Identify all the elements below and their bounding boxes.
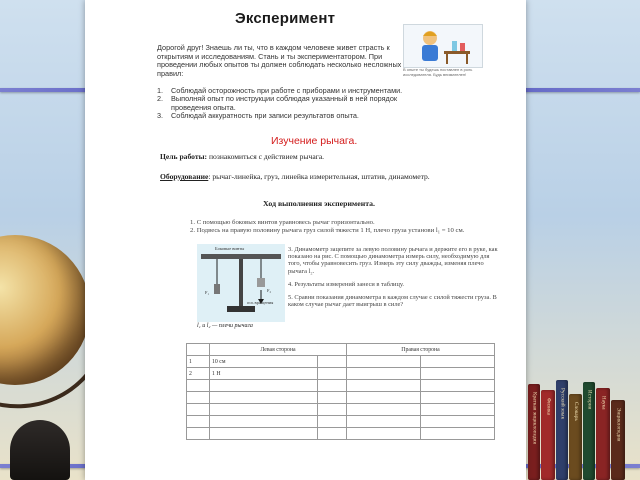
table-header (187, 344, 210, 356)
table-header-row (187, 344, 495, 356)
table-cell (317, 392, 346, 404)
list-item (157, 95, 427, 112)
book (541, 390, 555, 480)
subject-title: Изучение рычага. (271, 135, 358, 147)
table-cell (187, 380, 210, 392)
table-cell (317, 404, 346, 416)
book-spine-text: Словарь (573, 402, 578, 422)
goal-text: познакомиться с действием рычага. (208, 152, 325, 161)
label-axis: ось вращения (247, 300, 274, 305)
book (596, 388, 610, 480)
table-cell (347, 404, 421, 416)
table-row (187, 356, 495, 368)
table-cell (420, 392, 494, 404)
table-row (187, 416, 495, 428)
list-number: 2. (157, 94, 164, 104)
section-title: Ход выполнения эксперимента. (263, 199, 375, 208)
steps-right-column (288, 246, 498, 314)
equipment-text: : рычаг-линейка, груз, линейка измерительная, штатив, динамометр. (208, 172, 430, 181)
equipment-label: Оборудование (160, 172, 209, 181)
table-cell (317, 416, 346, 428)
step-item: 1. С помощью боковых винтов уравновесь рычаг горизонтально. (190, 219, 375, 226)
table-cell (210, 416, 318, 428)
table-cell (210, 380, 318, 392)
table-row (187, 404, 495, 416)
book-spine-text: Русский язык (559, 388, 565, 420)
book (583, 382, 595, 480)
step-item: 4. Результаты измерений занеси в таблицу. (288, 280, 405, 288)
document-page (85, 0, 526, 480)
table-cell (317, 380, 346, 392)
table-cell (420, 380, 494, 392)
table-cell (420, 368, 494, 380)
book (611, 400, 625, 480)
table-cell (347, 392, 421, 404)
table-row (187, 380, 495, 392)
table-cell (347, 416, 421, 428)
list-text: Соблюдай осторожность при работе с приборами и инструментами. (171, 86, 403, 95)
table-header: Правая сторона (347, 344, 495, 356)
steps-list (190, 219, 490, 234)
intro-text: Дорогой друг! Знаешь ли ты, что в каждом человеке живет страсть к открытиям и исследованиям. Стань и ты экспериментатором. При проведении любых опытов ты должен соблюдать несколько несложных правил: (157, 43, 402, 78)
table-cell (187, 416, 210, 428)
book (528, 384, 540, 480)
table-cell (347, 368, 421, 380)
book-spine-text: Краткая энциклопедия (531, 392, 537, 445)
rules-list (157, 87, 427, 120)
table-cell (420, 356, 494, 368)
table-cell: 1 Н (210, 368, 318, 380)
table-cell (210, 392, 318, 404)
table-cell (347, 380, 421, 392)
illustration-caption: В опыте ты будешь поставлен в роль исследователя. Будь внимателен! (403, 67, 473, 77)
lever-diagram (197, 244, 285, 332)
table-cell (187, 404, 210, 416)
table-cell (347, 356, 421, 368)
results-table (186, 343, 495, 440)
list-text: Выполняй опыт по инструкции соблюдая указанный в ней порядок проведения опыта. (171, 94, 398, 112)
list-number: 1. (157, 86, 164, 95)
lever-arms-note: l₁ и l₂ — плечи рычага (197, 323, 253, 329)
table-cell (187, 428, 210, 440)
table-row (187, 368, 495, 380)
list-text: Соблюдай аккуратность при записи результатов опыта. (171, 110, 359, 120)
experimenter-illustration (403, 24, 483, 68)
table-row (187, 428, 495, 440)
book-spine-text: Физика (545, 398, 551, 416)
table-cell (420, 404, 494, 416)
table-cell (347, 428, 421, 440)
globe-stand (10, 420, 70, 480)
table-cell: 2 (187, 368, 210, 380)
table-cell (420, 416, 494, 428)
table-cell (210, 428, 318, 440)
table-cell (317, 428, 346, 440)
bookshelf-image (528, 378, 640, 480)
book-spine-text: Энциклопедия (615, 408, 621, 442)
book (556, 380, 568, 480)
table-cell (210, 404, 318, 416)
step-item: 3. Динамометр зацепите за левую половину рычага и держите его в руке, как показано на рис. С помощью динамометра измерь силу, необходимую для того, чтобы уравновесить груз. Измерь эту силу дважды, изменяя плечо рычага l₂. (288, 246, 498, 275)
table-header: Левая сторона (210, 344, 347, 356)
table-cell (187, 392, 210, 404)
list-item (157, 112, 427, 120)
step-item: 5. Сравни показания динамометра в каждом случае с силой тяжести груза. В каком случае рычаг дает выигрыш в силе? (288, 294, 497, 309)
book-spine-text: История (586, 390, 592, 410)
table-cell: 1 (187, 356, 210, 368)
list-number: 3. (157, 110, 164, 120)
goal-line (160, 152, 490, 161)
goal-label: Цель работы: (160, 152, 208, 161)
book (569, 394, 582, 480)
label-f1: F₁ (205, 290, 210, 295)
book-spine-text: Наука (600, 396, 606, 410)
table-cell: 10 см (210, 356, 318, 368)
table-cell (317, 356, 346, 368)
page-title: Эксперимент (235, 10, 336, 27)
table-cell (420, 428, 494, 440)
table-row (187, 392, 495, 404)
table-cell (317, 368, 346, 380)
step-item: 2. Подвесь на правую половину рычага груз силой тяжести 1 Н, плечо груза установи l₁ = 10 см. (190, 226, 465, 234)
equipment-line (160, 172, 490, 181)
label-side-screws: Боковые винты (215, 246, 245, 251)
label-f2: F₂ (267, 288, 272, 293)
